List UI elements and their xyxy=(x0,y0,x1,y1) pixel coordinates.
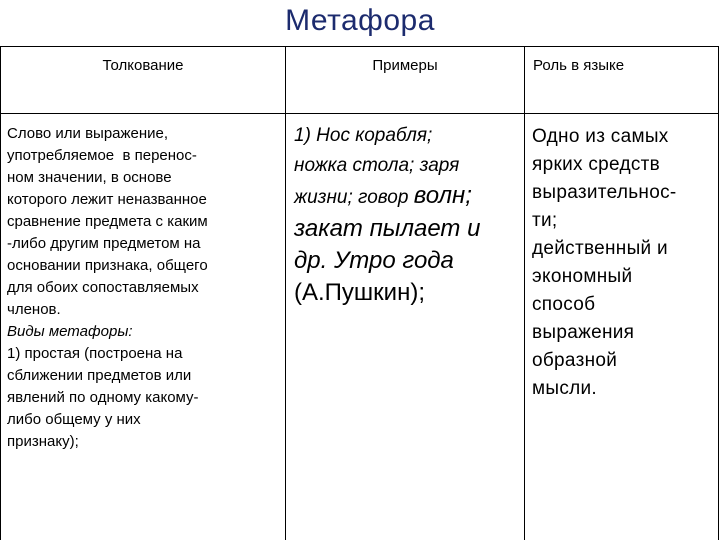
column-divider-2 xyxy=(524,47,525,540)
example-line: 1) Нос корабля; xyxy=(294,125,433,146)
metaphor-types-line: признаку); xyxy=(7,433,79,450)
header-divider xyxy=(1,113,718,114)
role-line: Одно из самых xyxy=(532,126,669,147)
example-fragment: волн; xyxy=(413,182,472,209)
interpretation-line: Слово или выражение, xyxy=(7,125,169,142)
interpretation-line: которого лежит неназванное xyxy=(7,191,207,208)
role-line: образной xyxy=(532,350,618,371)
example-line: ножка стола; заря xyxy=(294,155,460,176)
example-fragment: жизни; говор xyxy=(294,187,414,208)
interpretation-line: употребляемое в перенос- xyxy=(7,147,197,164)
example-line: (А.Пушкин); xyxy=(294,279,425,306)
role-line: мысли. xyxy=(532,378,597,399)
example-line xyxy=(294,181,522,213)
example-line: др. Утро года xyxy=(294,247,454,274)
column-divider-1 xyxy=(285,47,286,540)
examples-cell xyxy=(294,121,522,309)
interpretation-line: для обоих сопоставляемых xyxy=(7,279,199,296)
interpretation-line: ном значении, в основе xyxy=(7,169,172,186)
role-line: ярких средств xyxy=(532,154,661,175)
role-line: способ xyxy=(532,294,596,315)
interpretation-line: основании признака, общего xyxy=(7,257,208,274)
role-line: действенный и xyxy=(532,238,668,259)
header-role: Роль в языке xyxy=(533,57,625,74)
metaphor-types-line: либо общему у них xyxy=(7,411,141,428)
metaphor-types-line: сближении предметов или xyxy=(7,367,192,384)
role-line: выразительнос- xyxy=(532,182,677,203)
role-line: выражения xyxy=(532,322,635,343)
interpretation-line: членов. xyxy=(7,301,61,318)
metaphor-types-heading: Виды метафоры: xyxy=(7,323,133,340)
metaphor-types-line: явлений по одному какому- xyxy=(7,389,199,406)
header-examples: Примеры xyxy=(372,57,438,74)
metaphor-table xyxy=(0,46,719,540)
metaphor-types-line: 1) простая (построена на xyxy=(7,345,183,362)
slide-title: Метафора xyxy=(285,4,435,37)
interpretation-cell xyxy=(7,123,283,453)
role-cell xyxy=(532,123,718,403)
interpretation-line: сравнение предмета с каким xyxy=(7,213,208,230)
role-line: экономный xyxy=(532,266,633,287)
example-line: закат пылает и xyxy=(294,215,481,242)
interpretation-line: -либо другим предметом на xyxy=(7,235,201,252)
role-line: ти; xyxy=(532,210,558,231)
header-interpretation: Толкование xyxy=(102,57,184,74)
